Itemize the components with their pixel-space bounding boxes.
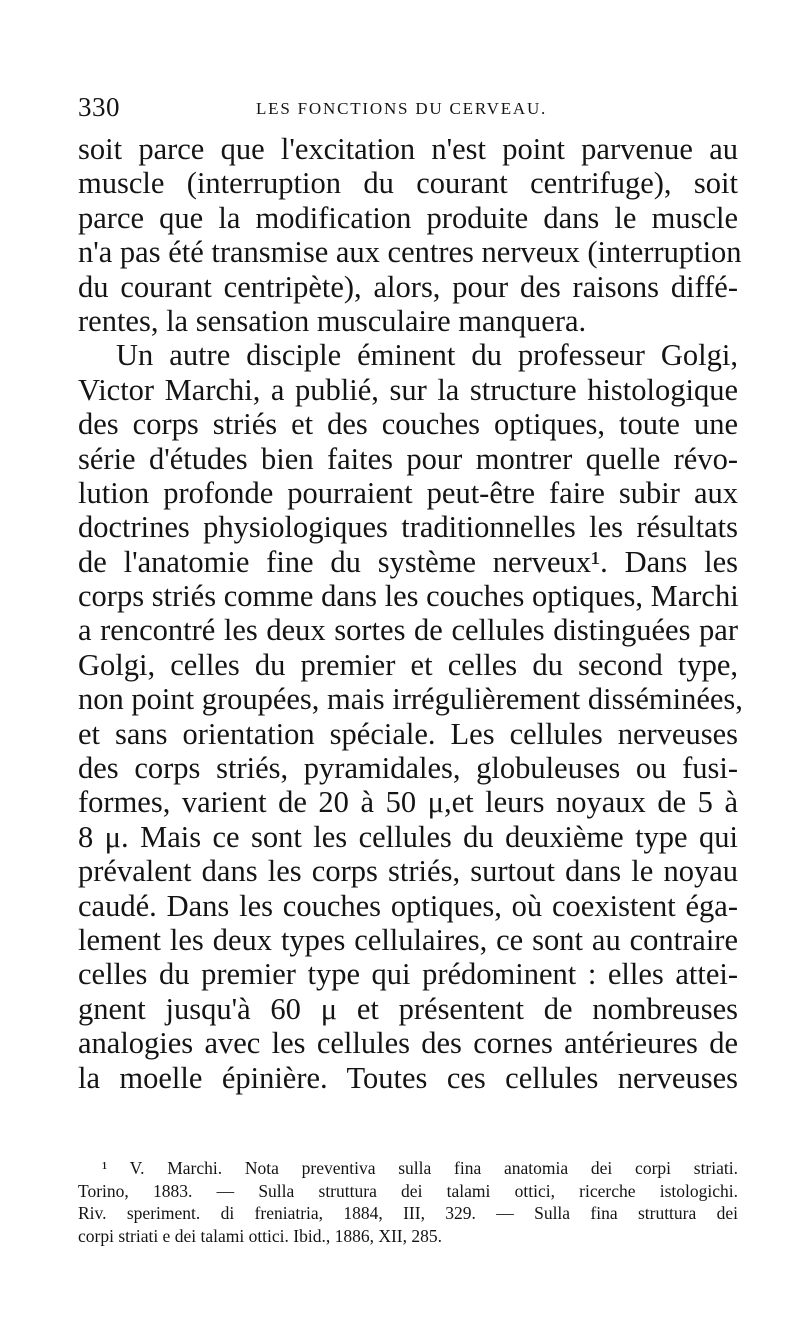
text-line: gnent jusqu'à 60 μ et présentent de nombreuses: [78, 991, 738, 1026]
text-line: corps striés comme dans les couches optiques, Marchi: [78, 579, 739, 614]
text-line: série d'études bien faites pour montrer quelle révo-: [78, 441, 738, 476]
text-line: prévalent dans les corps striés, surtout dans le noyau: [78, 854, 738, 889]
text-line: caudé. Dans les couches optiques, où coexistent éga-: [78, 888, 738, 923]
text-line: celles du premier type qui prédominent : elles attei-: [78, 957, 738, 992]
body-text: [78, 132, 743, 1095]
text-line: a rencontré les deux sortes de cellules distinguées par: [78, 613, 738, 648]
text-line: des corps striés, pyramidales, globuleuses ou fusi-: [78, 751, 738, 786]
page-header: [78, 92, 740, 126]
footnote-line: Riv. speriment. di freniatria, 1884, III, 329. — Sulla fina struttura dei: [78, 1203, 738, 1224]
footnote-line: ¹ V. Marchi. Nota preventiva sulla fina anatomia dei corpi striati.: [102, 1158, 738, 1178]
text-line: soit parce que l'excitation n'est point parvenue au: [78, 132, 738, 166]
text-line: Un autre disciple éminent du professeur Golgi,: [116, 338, 738, 373]
text-line: analogies avec les cellules des cornes antérieures de: [78, 1026, 738, 1061]
text-line: Victor Marchi, a publié, sur la structure histologique: [78, 372, 738, 407]
footnote-line: Torino, 1883. — Sulla struttura dei talami ottici, ricerche istologichi.: [78, 1180, 738, 1201]
text-line: lement les deux types cellulaires, ce sont au contraire: [78, 922, 738, 957]
text-line: 8 μ. Mais ce sont les cellules du deuxième type qui: [78, 819, 738, 854]
text-line: muscle (interruption du courant centrifuge), soit: [78, 166, 738, 201]
footnote-line: corpi striati e dei talami ottici. Ibid., 1886, XII, 285.: [78, 1225, 443, 1246]
footnote: [78, 1157, 738, 1247]
text-line: du courant centripète), alors, pour des raisons diffé-: [78, 269, 738, 304]
text-line: Golgi, celles du premier et celles du second type,: [78, 647, 738, 682]
text-line: doctrines physiologiques traditionnelles les résultats: [78, 510, 738, 545]
text-line: n'a pas été transmise aux centres nerveux (interruption: [78, 235, 742, 270]
paragraph: [78, 338, 743, 1095]
text-line: et sans orientation spéciale. Les cellules nerveuses: [78, 716, 738, 751]
text-line: lution profonde pourraient peut-être faire subir aux: [78, 475, 738, 510]
text-line: de l'anatomie fine du système nerveux¹. Dans les: [78, 544, 738, 579]
text-line: parce que la modification produite dans le muscle: [78, 200, 738, 235]
text-line: des corps striés et des couches optiques, toute une: [78, 407, 738, 442]
text-line: non point groupées, mais irrégulièrement disséminées,: [78, 682, 743, 717]
paragraph: [78, 132, 742, 338]
page-number: 330: [78, 92, 120, 122]
text-line: formes, varient de 20 à 50 μ,et leurs noyaux de 5 à: [78, 785, 738, 820]
text-line: rentes, la sensation musculaire manquera.: [78, 303, 587, 338]
running-title: LES FONCTIONS DU CERVEAU.: [256, 99, 548, 118]
text-line: la moelle épinière. Toutes ces cellules nerveuses: [78, 1060, 738, 1095]
